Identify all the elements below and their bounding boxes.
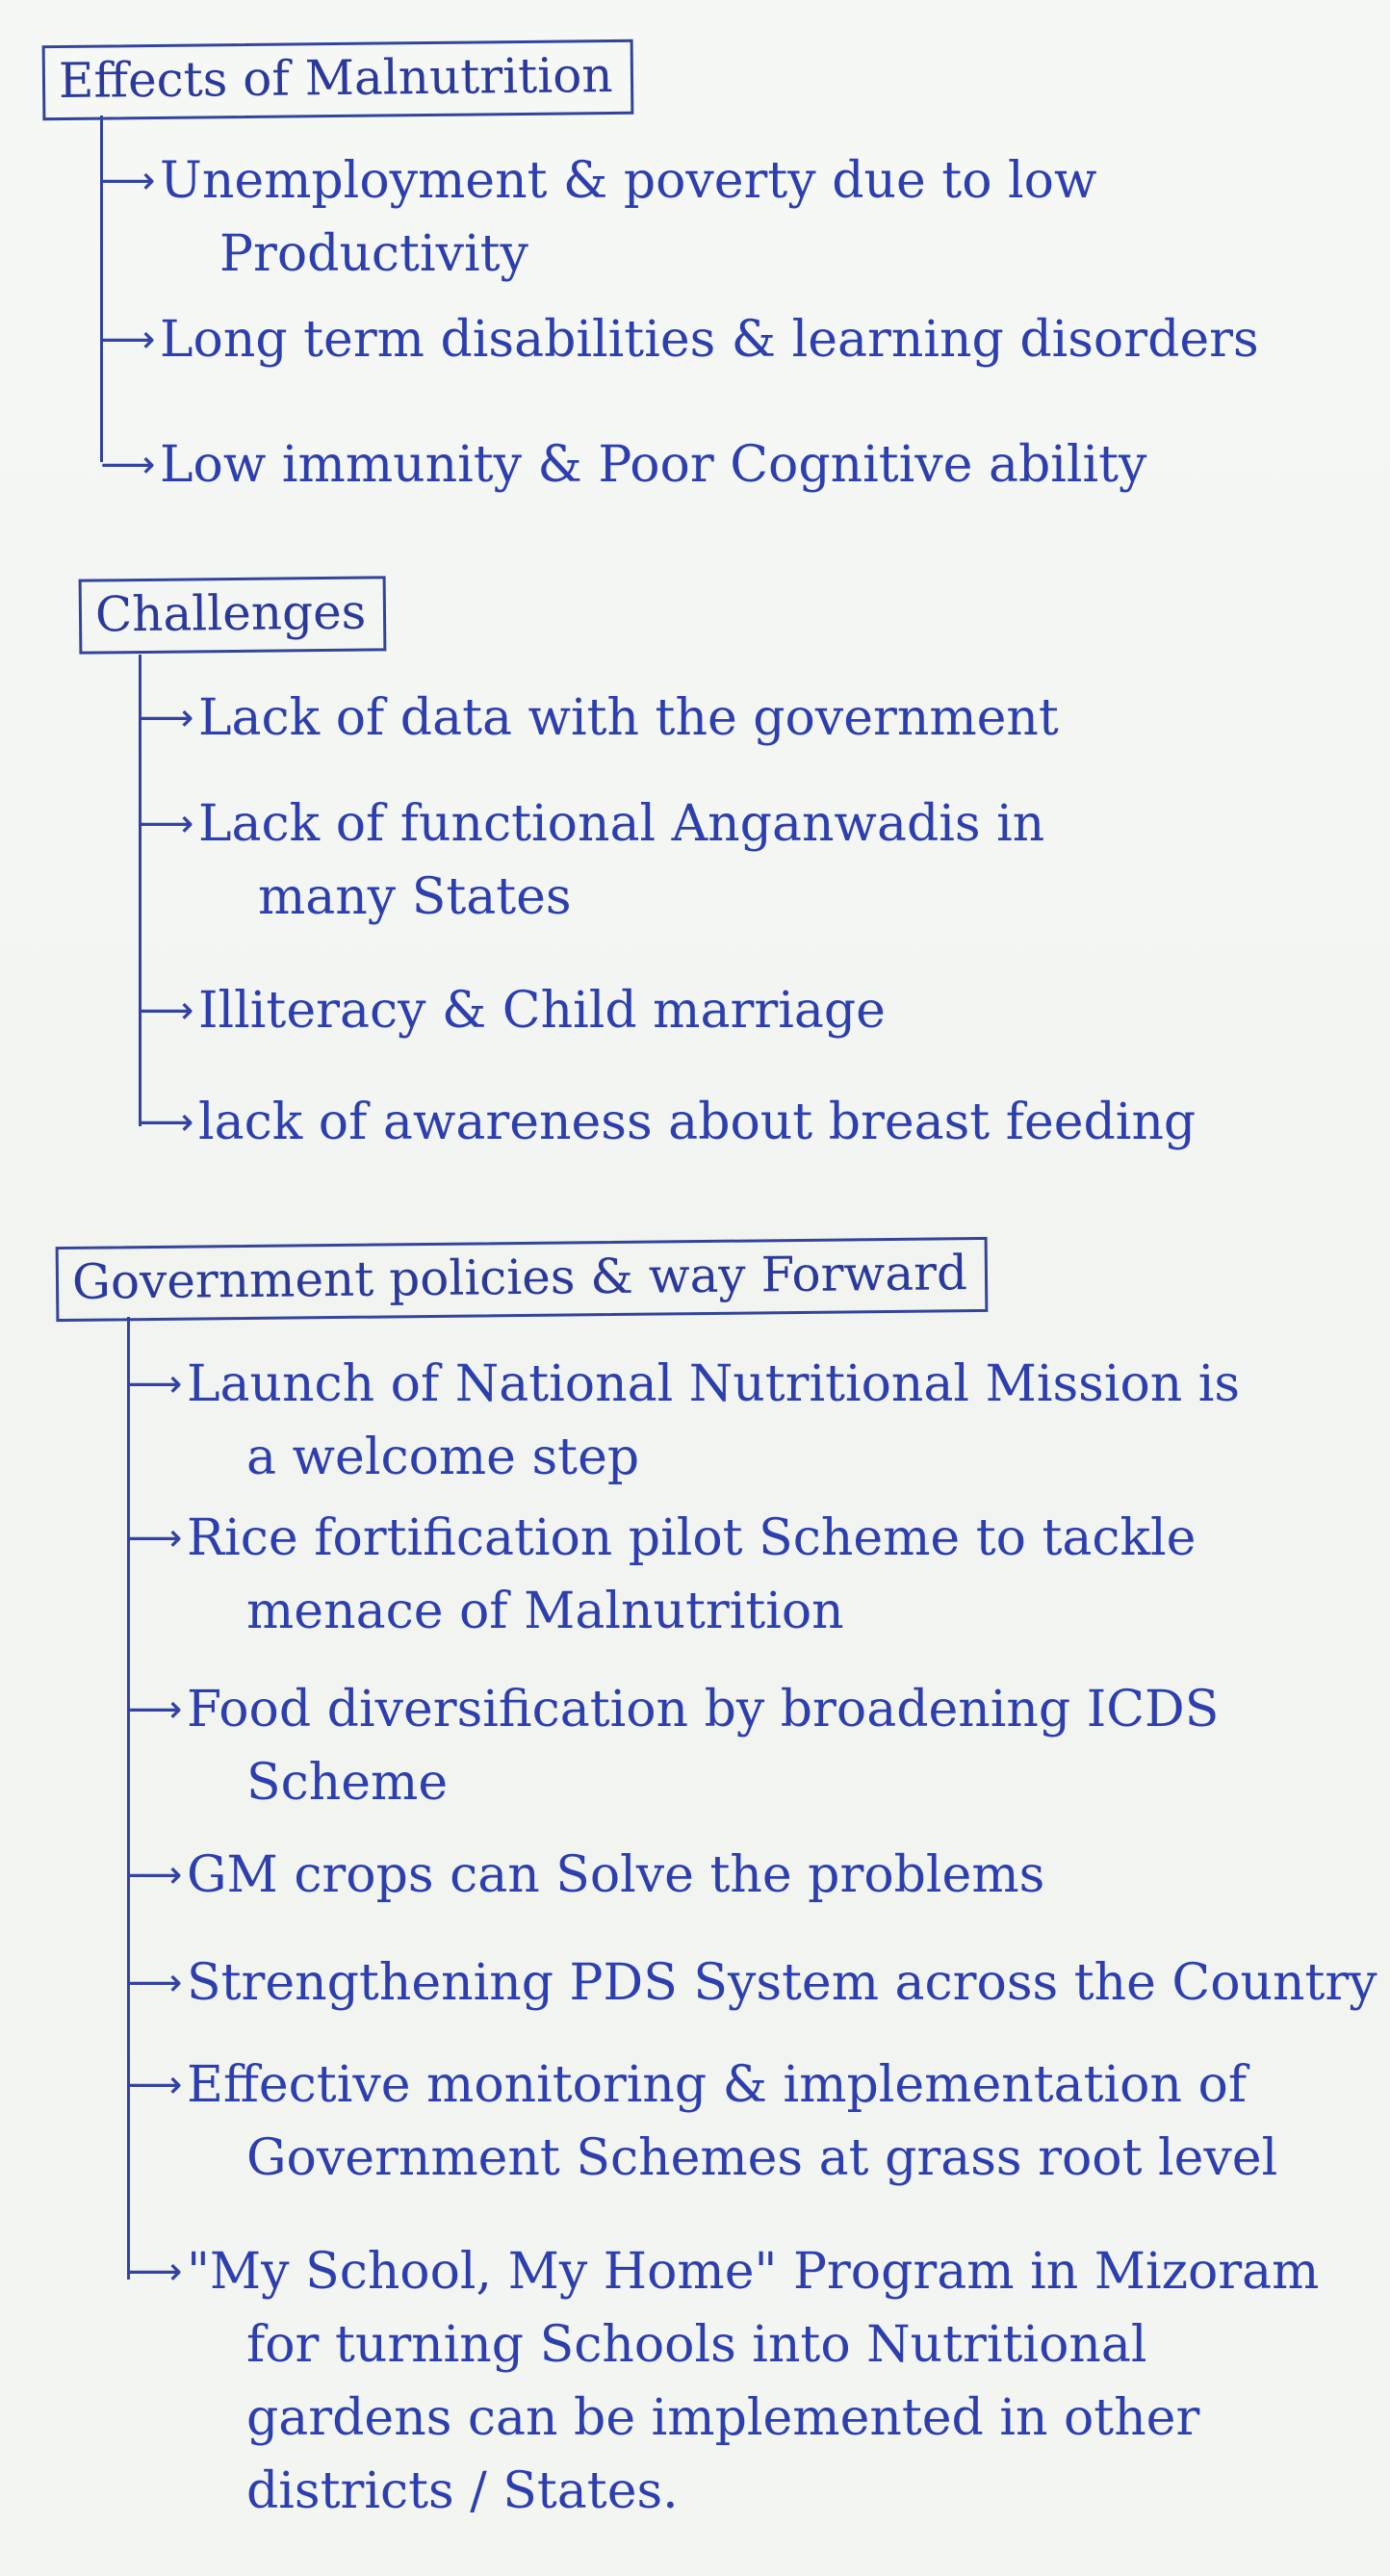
policies-item-1: ⟶Launch of National Nutritional Mission is a welcome step — [127, 1348, 1240, 1494]
policies-item-6: ⟶Effective monitoring & implementation of Government Schemes at grass root level — [127, 2048, 1277, 2195]
heading-challenges: Challenges — [79, 576, 387, 654]
challenges-item-1: ⟶Lack of data with the government — [139, 682, 1059, 755]
policies-item-5: ⟶Strengthening PDS System across the Country — [127, 1946, 1377, 2020]
arrow-icon: ⟶ — [127, 2063, 183, 2107]
heading-effects: Effects of Malnutrition — [42, 39, 633, 120]
effects-item-2: ⟶Long term disabilities & learning disorders — [100, 303, 1259, 376]
arrow-icon: ⟶ — [139, 802, 194, 846]
policies-item-2: ⟶Rice fortification pilot Scheme to tackle menace of Malnutrition — [127, 1502, 1196, 1648]
arrow-icon: ⟶ — [127, 2250, 183, 2294]
arrow-icon: ⟶ — [127, 1853, 183, 1897]
arrow-icon: ⟶ — [127, 1687, 183, 1732]
challenges-item-4: ⟶lack of awareness about breast feeding — [139, 1086, 1196, 1159]
arrow-icon: ⟶ — [100, 443, 156, 487]
arrow-icon: ⟶ — [127, 1362, 183, 1406]
arrow-icon: ⟶ — [139, 696, 194, 740]
effects-item-3: ⟶Low immunity & Poor Cognitive ability — [100, 428, 1146, 502]
arrow-icon: ⟶ — [127, 1516, 183, 1560]
policies-item-7: ⟶"My School, My Home" Program in Mizoram for turning Schools into Nutritional gardens can be implemented in other districts / States. — [127, 2235, 1319, 2528]
arrow-icon: ⟶ — [127, 1961, 183, 2005]
heading-government-policies: Government policies & way Forward — [56, 1237, 989, 1322]
policies-item-3: ⟶Food diversification by broadening ICDS Scheme — [127, 1673, 1219, 1819]
policies-item-4: ⟶GM crops can Solve the problems — [127, 1839, 1044, 1912]
challenges-item-2: ⟶Lack of functional Anganwadis in many States — [139, 787, 1044, 934]
arrow-icon: ⟶ — [100, 318, 156, 362]
arrow-icon: ⟶ — [139, 989, 194, 1033]
challenges-item-3: ⟶Illiteracy & Child marriage — [139, 974, 886, 1047]
arrow-icon: ⟶ — [139, 1100, 194, 1145]
effects-item-1: ⟶Unemployment & poverty due to low Productivity — [100, 144, 1096, 291]
arrow-icon: ⟶ — [100, 159, 156, 203]
